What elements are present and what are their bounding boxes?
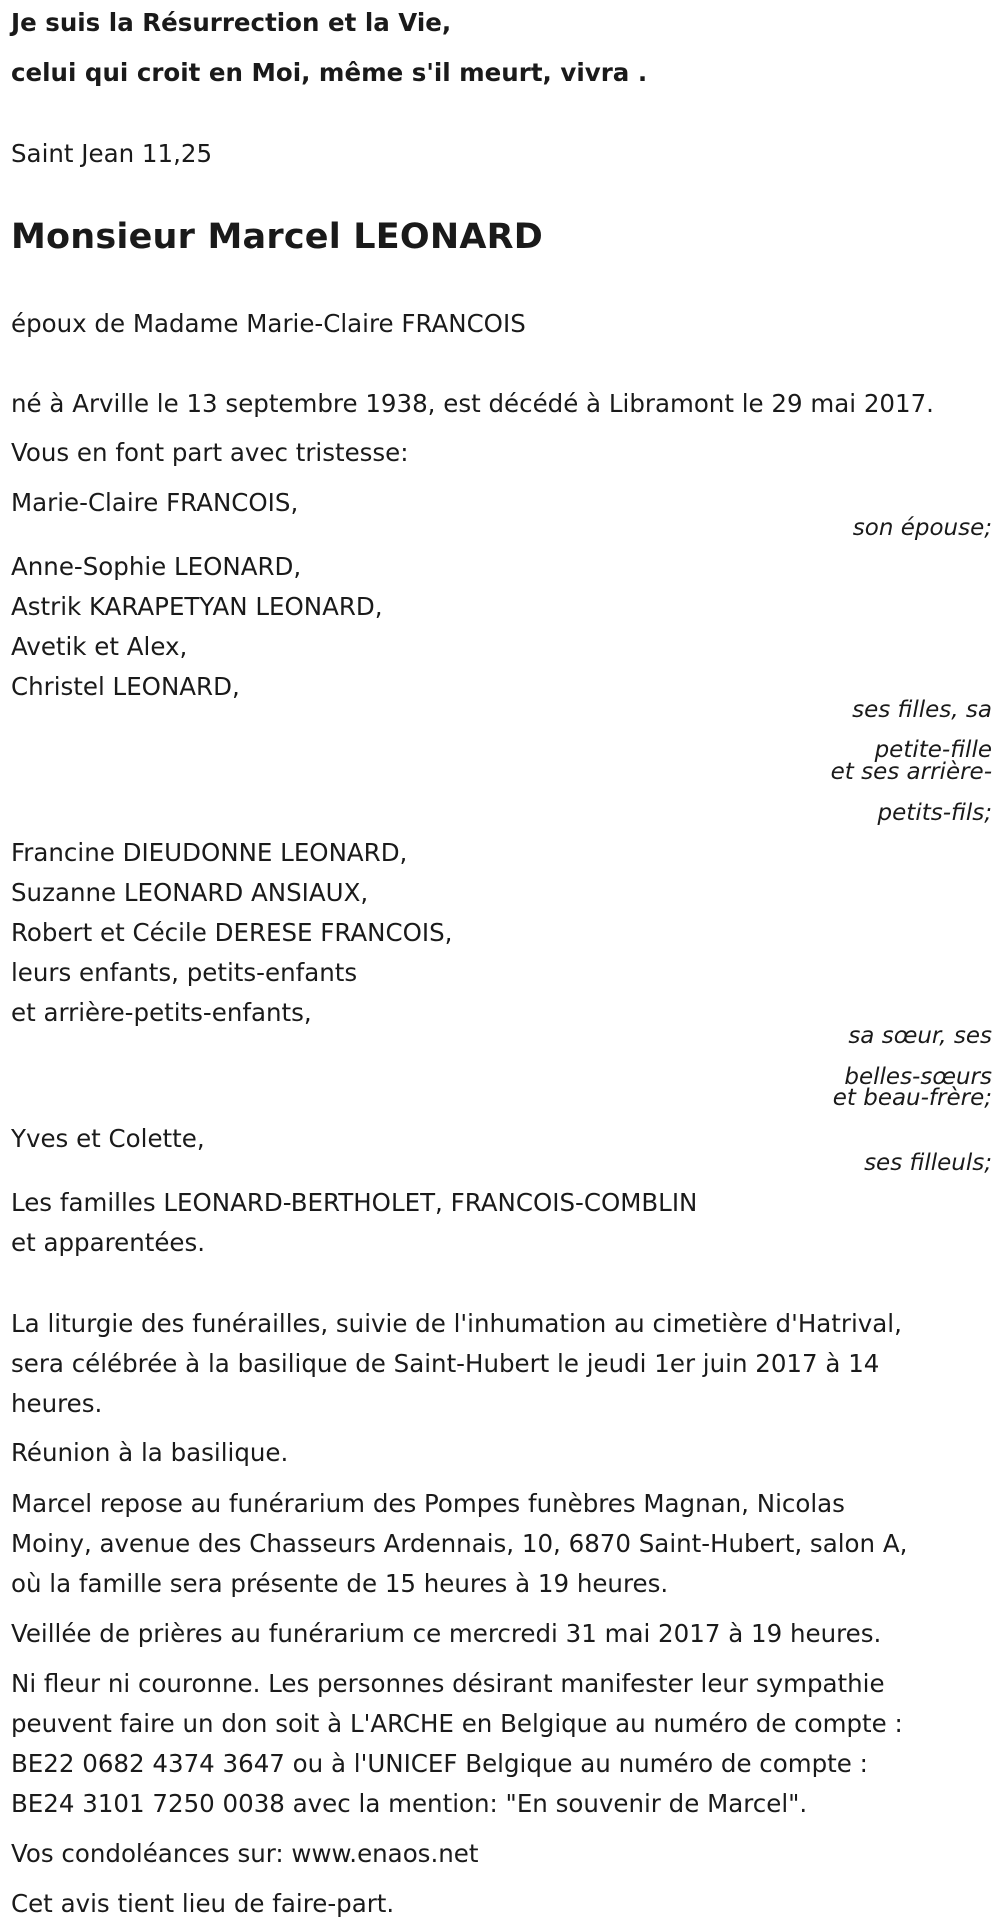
spouse-line: époux de Madame Marie-Claire FRANCOIS (11, 309, 526, 338)
birth-death-line: né à Arville le 13 septembre 1938, est décédé à Libramont le 29 mai 2017. (11, 389, 934, 418)
children-role: petits-fils; (877, 800, 992, 826)
children-role: et ses arrière- (830, 759, 992, 785)
liturgy-line: sera célébrée à la basilique de Saint-Hubert le jeudi 1er juin 2017 à 14 (11, 1349, 880, 1378)
rest-line: où la famille sera présente de 15 heures à 19 heures. (11, 1569, 669, 1598)
rest-line: Marcel repose au funérarium des Pompes funèbres Magnan, Nicolas (11, 1489, 845, 1518)
child-line: Avetik et Alex, (11, 632, 188, 661)
liturgy-line: La liturgie des funérailles, suivie de l'inhumation au cimetière d'Hatrival, (11, 1309, 902, 1338)
godchildren-role: ses filleuls; (864, 1150, 992, 1176)
sibling-line: et arrière-petits-enfants, (11, 998, 312, 1027)
sibling-line: Suzanne LEONARD ANSIAUX, (11, 878, 369, 907)
announcement-line: Vous en font part avec tristesse: (11, 438, 409, 467)
sibling-line: leurs enfants, petits-enfants (11, 958, 358, 987)
flowers-line: BE24 3101 7250 0038 avec la mention: "En souvenir de Marcel". (11, 1789, 808, 1818)
godchildren-line: Yves et Colette, (11, 1124, 205, 1153)
siblings-role: sa sœur, ses (848, 1023, 992, 1049)
quote-reference: Saint Jean 11,25 (11, 139, 213, 168)
meeting-line: Réunion à la basilique. (11, 1438, 289, 1467)
flowers-line: Ni fleur ni couronne. Les personnes désirant manifester leur sympathie (11, 1669, 885, 1698)
vigil-line: Veillée de prières au funérarium ce mercredi 31 mai 2017 à 19 heures. (11, 1619, 882, 1648)
flowers-line: BE22 0682 4374 3647 ou à l'UNICEF Belgique au numéro de compte : (11, 1749, 868, 1778)
child-line: Astrik KARAPETYAN LEONARD, (11, 592, 383, 621)
quote-line-1: Je suis la Résurrection et la Vie, (11, 8, 452, 37)
quote-line-2: celui qui croit en Moi, même s'il meurt, vivra . (11, 58, 648, 87)
deceased-name: Monsieur Marcel LEONARD (11, 217, 544, 257)
child-line: Christel LEONARD, (11, 672, 240, 701)
flowers-line: peuvent faire un don soit à L'ARCHE en Belgique au numéro de compte : (11, 1709, 903, 1738)
children-role: petite-fille (874, 737, 992, 763)
sibling-line: Robert et Cécile DERESE FRANCOIS, (11, 918, 453, 947)
spouse-role: son épouse; (852, 515, 992, 541)
families-line: et apparentées. (11, 1228, 206, 1257)
child-line: Anne-Sophie LEONARD, (11, 552, 302, 581)
families-line: Les familles LEONARD-BERTHOLET, FRANCOIS-COMBLIN (11, 1188, 698, 1217)
sibling-line: Francine DIEUDONNE LEONARD, (11, 838, 408, 867)
rest-line: Moiny, avenue des Chasseurs Ardennais, 10, 6870 Saint-Hubert, salon A, (11, 1529, 908, 1558)
notice-line: Cet avis tient lieu de faire-part. (11, 1889, 395, 1918)
liturgy-line: heures. (11, 1389, 103, 1418)
spouse-name: Marie-Claire FRANCOIS, (11, 488, 299, 517)
siblings-role: belles-sœurs (844, 1064, 992, 1090)
condolences-line: Vos condoléances sur: www.enaos.net (11, 1839, 479, 1868)
siblings-role: et beau-frère; (832, 1085, 992, 1111)
children-role: ses filles, sa (852, 697, 992, 723)
